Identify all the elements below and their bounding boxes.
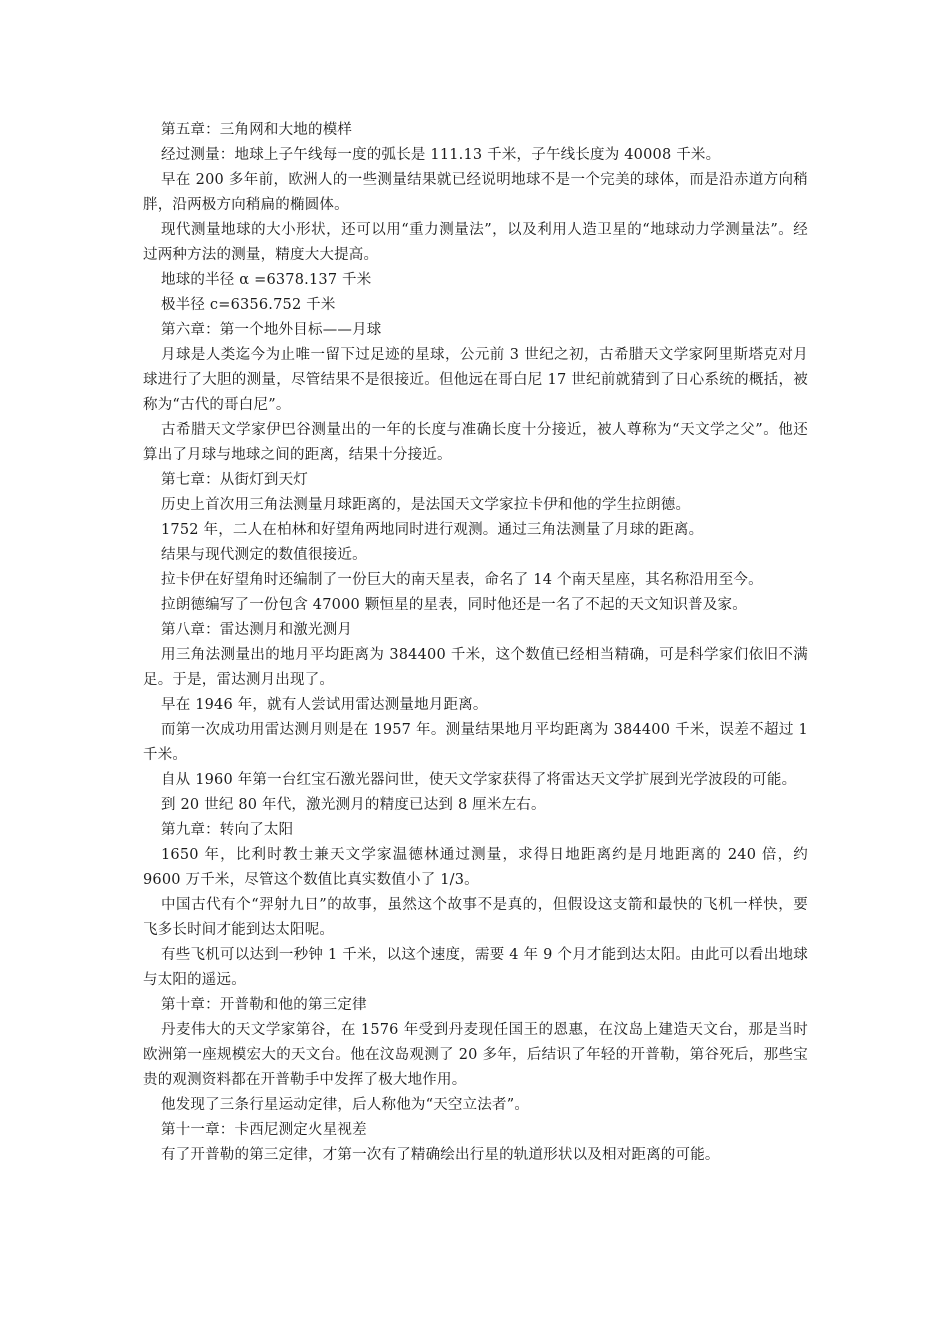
chapter-9-heading: 第九章：转向了太阳 (161, 822, 294, 838)
paragraph: 他发现了三条行星运动定律，后人称他为“天空立法者”。 (161, 1097, 530, 1113)
document-body (143, 118, 808, 1168)
paragraph: 极半径 c=6356.752 千米 (161, 297, 336, 313)
paragraph: 用三角法测量出的地月平均距离为 384400 千米，这个数值已经相当精确，可是科学家们依旧不满足。于是，雷达测月出现了。 (143, 647, 808, 688)
paragraph: 1650 年，比利时教士兼天文学家温德林通过测量，求得日地距离约是月地距离的 240 倍，约9600 万千米，尽管这个数值比真实数值小了 1/3。 (143, 847, 808, 888)
paragraph: 早在 1946 年，就有人尝试用雷达测量地月距离。 (161, 697, 488, 713)
paragraph: 丹麦伟大的天文学家第谷，在 1576 年受到丹麦现任国王的恩惠，在汶岛上建造天文台，那是当时欧洲第一座规模宏大的天文台。他在汶岛观测了 20 多年，后结识了年轻的开普勒，第谷死后，那些宝贵的观测资料都在开普勒手中发挥了极大地作用。 (143, 1022, 808, 1088)
chapter-5-heading: 第五章：三角网和大地的模样 (161, 122, 353, 138)
paragraph: 历史上首次用三角法测量月球距离的，是法国天文学家拉卡伊和他的学生拉朗德。 (161, 497, 691, 513)
paragraph: 1752 年，二人在柏林和好望角两地同时进行观测。通过三角法测量了月球的距离。 (161, 522, 704, 538)
paragraph: 而第一次成功用雷达测月则是在 1957 年。测量结果地月平均距离为 384400 千米，误差不超过 1 千米。 (143, 722, 808, 763)
paragraph: 结果与现代测定的数值很接近。 (161, 547, 367, 563)
paragraph: 中国古代有个“羿射九日”的故事，虽然这个故事不是真的，但假设这支箭和最快的飞机一样快，要飞多长时间才能到达太阳呢。 (143, 897, 808, 938)
chapter-8-heading: 第八章：雷达测月和激光测月 (161, 622, 353, 638)
paragraph: 自从 1960 年第一台红宝石激光器问世，使天文学家获得了将雷达天文学扩展到光学波段的可能。 (161, 772, 797, 788)
paragraph: 古希腊天文学家伊巴谷测量出的一年的长度与准确长度十分接近，被人尊称为“天文学之父”。他还算出了月球与地球之间的距离，结果十分接近。 (143, 422, 808, 463)
chapter-11-heading: 第十一章：卡西尼测定火星视差 (161, 1122, 367, 1138)
paragraph: 有些飞机可以达到一秒钟 1 千米，以这个速度，需要 4 年 9 个月才能到达太阳。由此可以看出地球与太阳的遥远。 (143, 947, 808, 988)
chapter-7-heading: 第七章：从街灯到天灯 (161, 472, 308, 488)
paragraph: 月球是人类迄今为止唯一留下过足迹的星球，公元前 3 世纪之初，古希腊天文学家阿里斯塔克对月球进行了大胆的测量，尽管结果不是很接近。但他远在哥白尼 17 世纪前就猜到了日心系统的概括，被称为“古代的哥白尼”。 (143, 347, 808, 413)
paragraph: 到 20 世纪 80 年代，激光测月的精度已达到 8 厘米左右。 (161, 797, 546, 813)
paragraph: 现代测量地球的大小形状，还可以用“重力测量法”，以及利用人造卫星的“地球动力学测量法”。经过两种方法的测量，精度大大提高。 (143, 222, 808, 263)
paragraph: 早在 200 多年前，欧洲人的一些测量结果就已经说明地球不是一个完美的球体，而是沿赤道方向稍胖，沿两极方向稍扁的椭圆体。 (143, 172, 808, 213)
chapter-10-heading: 第十章：开普勒和他的第三定律 (161, 997, 367, 1013)
paragraph: 地球的半径 α =6378.137 千米 (161, 272, 372, 288)
paragraph: 有了开普勒的第三定律，才第一次有了精确绘出行星的轨道形状以及相对距离的可能。 (161, 1147, 720, 1163)
chapter-6-heading: 第六章：第一个地外目标——月球 (161, 322, 382, 338)
paragraph: 经过测量：地球上子午线每一度的弧长是 111.13 千米，子午线长度为 40008 千米。 (161, 147, 721, 163)
paragraph: 拉卡伊在好望角时还编制了一份巨大的南天星表，命名了 14 个南天星座，其名称沿用至今。 (161, 572, 763, 588)
paragraph: 拉朗德编写了一份包含 47000 颗恒星的星表，同时他还是一名了不起的天文知识普及家。 (161, 597, 747, 613)
